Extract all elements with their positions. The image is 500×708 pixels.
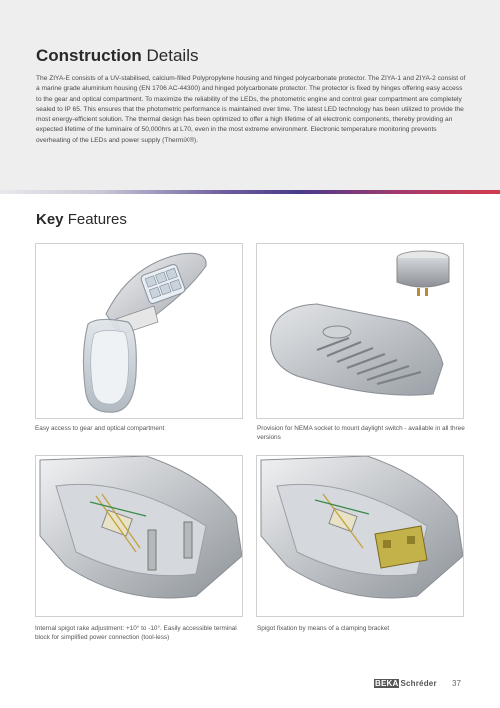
caption-spigot-rake: Internal spigot rake adjustment: +10° to -10°. Easily accessible terminal block for simplified power connection (tool-less) <box>35 625 237 641</box>
construction-title: Construction Details <box>36 46 199 65</box>
caption-clamping-bracket: Spigot fixation by means of a clamping bracket <box>257 625 390 632</box>
photo-nema-socket <box>256 243 464 419</box>
photo-spigot-rake <box>35 455 243 617</box>
page-number: 37 <box>452 679 461 688</box>
caption-gear-access: Easy access to gear and optical compartment <box>35 425 165 432</box>
brand-logo: BEKA Schréder <box>375 679 437 688</box>
color-stripe <box>0 190 500 194</box>
construction-intro-text: The ZIYA-E consists of a UV-stabilised, calcium-filled Polypropylene housing and hinged polycarbonate protector. The ZIYA-1 and ZIYA-2 consist of a marine grade aluminium housing (EN 1706 AC-44300) and hinged polycarbonate protector. The protector is fixed by hinges offering easy access to the gear and optical compartment. To maximize the reliability of the LEDs, the photometric engine and control gear compartment are completely sealed to IP 65. This ensures that the photometric performance is maintained over time. The latest LED technology has been utilized to provide the most energy-efficient solution. The thermal design has been optimized to offer a high lifetime of all electronic components, thereby providing an expected lifetime of the luminaire of 50,000hrs at L70, even in the most extreme environment. Electronic temperature monitoring prevents overheating of the LEDs and power supply (ThermiX®). <box>36 75 466 144</box>
photo-clamping-bracket <box>256 455 464 617</box>
photo-open-luminaire <box>35 243 243 419</box>
key-features-title: Key Features <box>36 211 127 228</box>
caption-nema-socket: Provision for NEMA socket to mount daylight switch - available in all three versions <box>257 425 465 441</box>
